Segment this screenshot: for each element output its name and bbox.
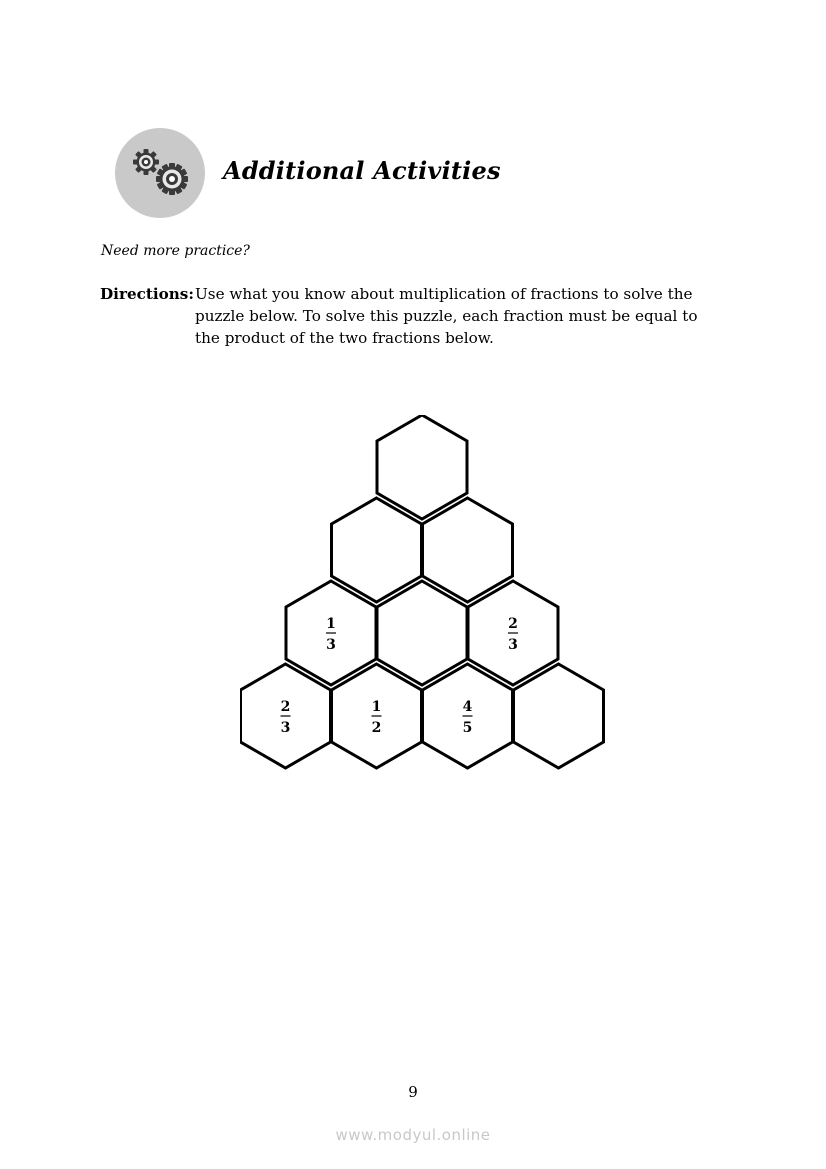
hex-cell[interactable] (332, 498, 422, 602)
hex-cell[interactable] (514, 664, 604, 768)
directions-paragraph (100, 283, 740, 349)
section-title: Additional Activities (223, 156, 501, 185)
fraction-numerator: 2 (280, 699, 291, 715)
practice-prompt: Need more practice? (101, 243, 250, 259)
page-number: 9 (408, 1083, 418, 1101)
fraction-numerator: 4 (462, 699, 473, 715)
fraction-numerator: 1 (371, 699, 382, 715)
watermark: www.modyul.online (335, 1126, 491, 1144)
fraction-numerator: 2 (508, 616, 518, 632)
directions-label: Directions: (100, 285, 194, 303)
hex-cell[interactable] (377, 415, 467, 519)
directions-text-1: Use what you know about multiplication of fractions to solve the (195, 285, 693, 303)
directions-line-2: puzzle below. To solve this puzzle, each fraction must be equal to (195, 307, 698, 325)
fraction-numerator: 1 (326, 616, 336, 632)
fraction-denominator: 3 (508, 637, 518, 653)
hex-cell[interactable] (423, 664, 513, 768)
hex-outline (377, 581, 467, 685)
hex-cell[interactable] (423, 498, 513, 602)
hex-cell[interactable] (332, 664, 422, 768)
fraction-denominator: 2 (371, 720, 382, 736)
fraction-denominator: 3 (280, 720, 291, 736)
directions-line-1 (100, 283, 740, 305)
hex-outline (332, 498, 422, 602)
hex-outline (514, 664, 604, 768)
small-gear (133, 149, 159, 175)
fraction-denominator: 3 (326, 637, 336, 653)
hex-outline (423, 498, 513, 602)
hex-cell[interactable] (377, 581, 467, 685)
directions-line-3: the product of the two fractions below. (195, 329, 494, 347)
fraction-denominator: 5 (462, 720, 473, 736)
gears-icon (114, 127, 206, 219)
hexagon-fraction-puzzle (240, 415, 620, 780)
hex-cell[interactable] (286, 581, 376, 685)
hex-cell[interactable] (468, 581, 558, 685)
hex-outline (377, 415, 467, 519)
hex-cell[interactable] (241, 664, 331, 768)
